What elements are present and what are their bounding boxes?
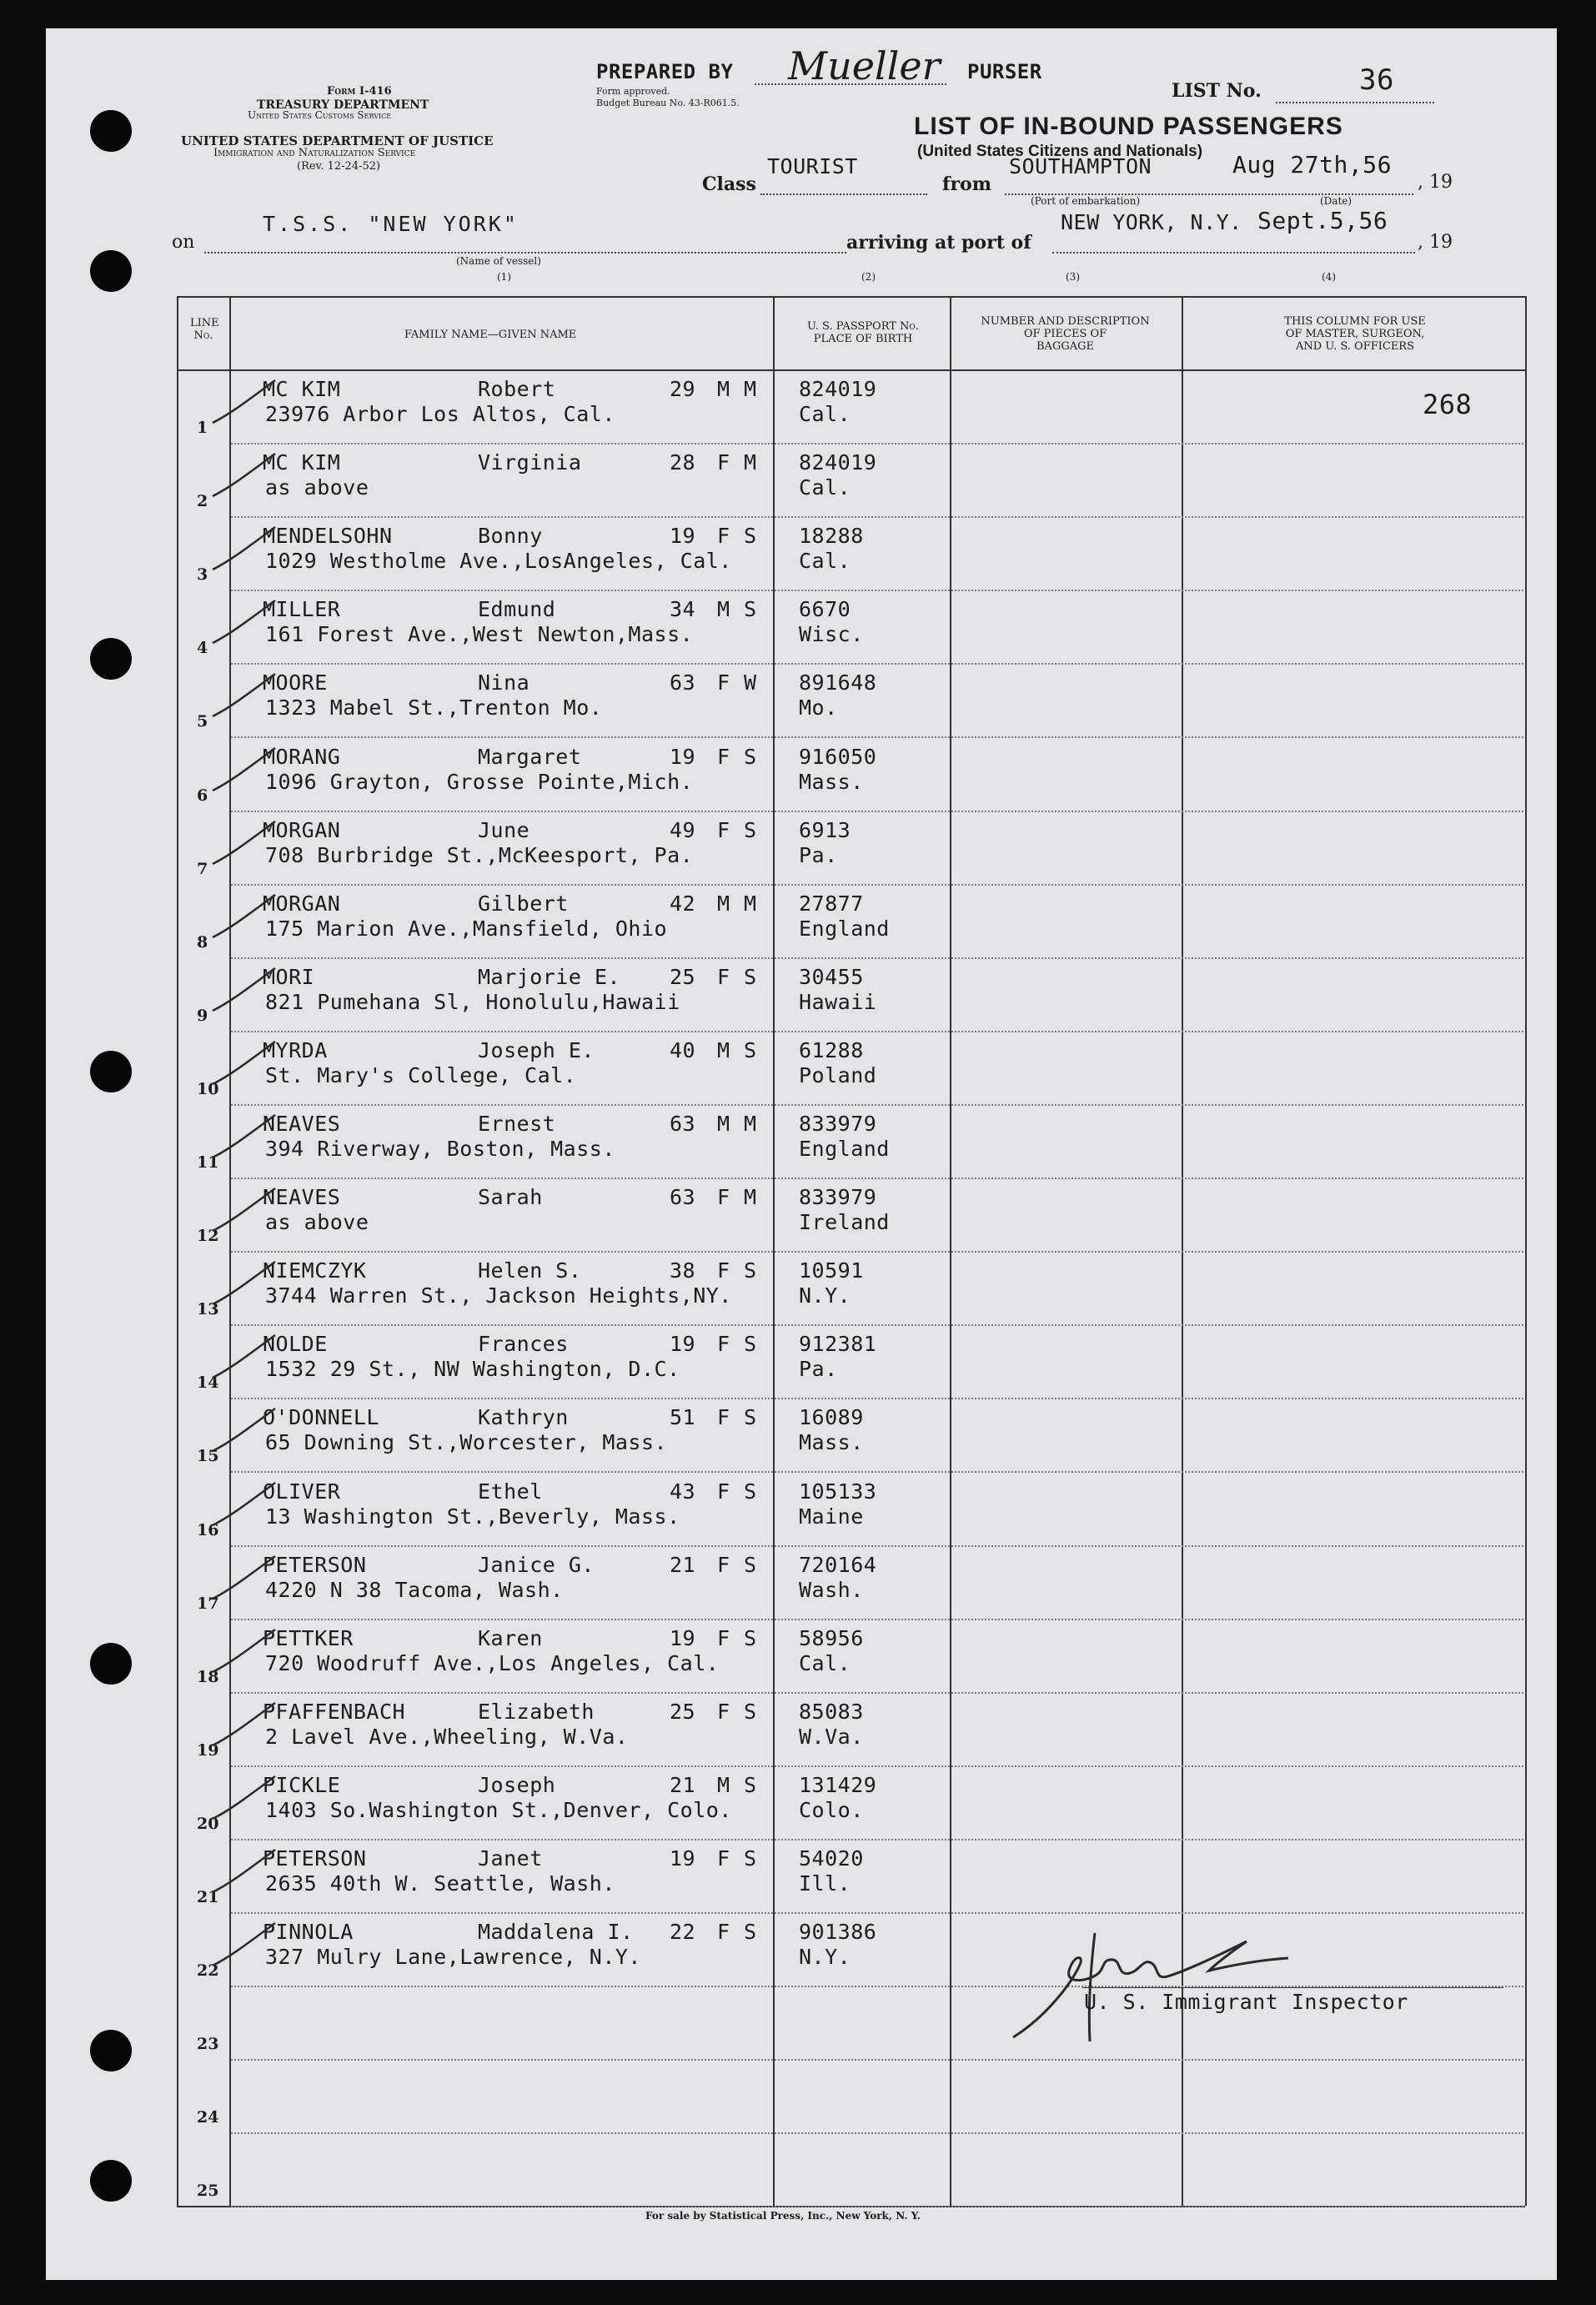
passport-number: 85083: [799, 1699, 864, 1724]
check-mark-icon: [208, 1773, 284, 1831]
passenger-row: [0, 1620, 1596, 1693]
arriving-label: arriving at port of: [846, 232, 1031, 254]
passport-number: 901386: [799, 1920, 877, 1945]
marital-status: S: [744, 1037, 757, 1062]
address: St. Mary's College, Cal.: [265, 1062, 577, 1087]
sex: F: [717, 817, 730, 842]
header-passport: U. S. PASSPORT No. PLACE OF BIRTH: [807, 320, 919, 345]
given-name: Ethel: [478, 1479, 543, 1504]
check-mark-icon: [208, 965, 284, 1023]
address: as above: [265, 1210, 369, 1235]
sex: F: [717, 1699, 730, 1724]
address: 2635 40th W. Seattle, Wash.: [265, 1871, 615, 1896]
address: 1096 Grayton, Grosse Pointe,Mich.: [265, 769, 694, 794]
customs-service: United States Customs Service: [248, 109, 392, 121]
treasury-department: TREASURY DEPARTMENT: [257, 98, 429, 112]
check-mark-icon: [208, 891, 284, 950]
sex: F: [717, 1185, 730, 1210]
check-mark-icon: [208, 670, 284, 729]
list-no-value: 36: [1359, 63, 1394, 97]
arrival-date: Sept.5,56: [1257, 207, 1388, 234]
check-mark-icon: [208, 1626, 284, 1685]
from-date: Aug 27th,56: [1232, 151, 1392, 178]
place-of-birth: Mass.: [799, 769, 864, 794]
place-of-birth: England: [799, 916, 890, 941]
passport-number: 61288: [799, 1037, 864, 1062]
sex: F: [717, 1479, 730, 1504]
marital-status: M: [744, 1112, 757, 1136]
passport-number: 16089: [799, 1405, 864, 1430]
family-name: PETERSON: [263, 1846, 367, 1871]
sex: F: [717, 1920, 730, 1945]
passport-number: 131429: [799, 1772, 877, 1797]
address: 175 Marion Ave.,Mansfield, Ohio: [265, 916, 668, 941]
passport-number: 833979: [799, 1112, 877, 1136]
marital-status: S: [744, 1332, 757, 1357]
passport-number: 916050: [799, 744, 877, 769]
address: 65 Downing St.,Worcester, Mass.: [265, 1430, 668, 1455]
marital-status: M: [744, 450, 757, 475]
given-name: Sarah: [478, 1185, 543, 1210]
marital-status: S: [744, 1699, 757, 1724]
sex: F: [717, 964, 730, 989]
marital-status: S: [744, 1772, 757, 1797]
line-number: 16: [197, 1520, 219, 1539]
passenger-row: [0, 517, 1596, 590]
check-mark-icon: [208, 1700, 284, 1758]
passenger-row: [0, 1032, 1596, 1105]
marital-status: S: [744, 744, 757, 769]
check-mark-icon: [208, 1258, 284, 1317]
passenger-row: [0, 1693, 1596, 1766]
line-number: 5: [197, 712, 208, 731]
given-name: Bonny: [478, 524, 543, 549]
family-name: NEAVES: [263, 1185, 341, 1210]
check-mark-icon: [208, 597, 284, 655]
passenger-row: [0, 885, 1596, 958]
passenger-row: [0, 590, 1596, 664]
sex: M: [717, 891, 730, 916]
passport-number: 58956: [799, 1625, 864, 1650]
line-number: 15: [197, 1447, 219, 1466]
age: 19: [670, 1625, 696, 1650]
sex: M: [717, 1772, 730, 1797]
given-name: Robert: [478, 377, 556, 401]
given-name: Helen S.: [478, 1258, 582, 1283]
passenger-row: [0, 664, 1596, 737]
family-name: MILLER: [263, 597, 341, 622]
check-mark-icon: [208, 1332, 284, 1390]
from-port: SOUTHAMPTON: [1009, 154, 1152, 178]
sex: M: [717, 1037, 730, 1062]
check-mark-icon: [208, 450, 284, 509]
age: 28: [670, 450, 696, 475]
place-of-birth: Cal.: [799, 475, 851, 500]
given-name: Gilbert: [478, 891, 569, 916]
passenger-row: [0, 2133, 1596, 2207]
sex: F: [717, 450, 730, 475]
family-name: NEAVES: [263, 1112, 341, 1136]
footer-publisher: For sale by Statistical Press, Inc., New York, N. Y.: [645, 2210, 921, 2222]
line-number: 6: [197, 786, 208, 805]
vessel-caption: (Name of vessel): [456, 255, 541, 267]
given-name: Joseph E.: [478, 1037, 595, 1062]
passport-number: 824019: [799, 450, 877, 475]
line-number: 4: [197, 639, 208, 658]
family-name: MORGAN: [263, 891, 341, 916]
passenger-row: [0, 1766, 1596, 1840]
age: 21: [670, 1772, 696, 1797]
check-mark-icon: [208, 377, 284, 435]
sex: M: [717, 597, 730, 622]
passport-number: 912381: [799, 1332, 877, 1357]
passenger-row: [0, 1105, 1596, 1178]
given-name: June: [478, 817, 530, 842]
line-number: 8: [197, 932, 208, 952]
address: 3744 Warren St., Jackson Heights,NY.: [265, 1283, 732, 1308]
check-mark-icon: [208, 1920, 284, 1978]
sex: F: [717, 744, 730, 769]
sex: F: [717, 1332, 730, 1357]
place-of-birth: Wash.: [799, 1577, 864, 1602]
year-label: , 19: [1418, 232, 1453, 253]
check-mark-icon: [208, 1479, 284, 1538]
check-mark-icon: [208, 818, 284, 876]
marital-status: S: [744, 1479, 757, 1504]
marital-status: M: [744, 1185, 757, 1210]
place-of-birth: Hawaii: [799, 989, 877, 1014]
place-of-birth: N.Y.: [799, 1283, 851, 1308]
sex: F: [717, 1846, 730, 1871]
age: 42: [670, 891, 696, 916]
sex: F: [717, 1405, 730, 1430]
purser-label: PURSER: [967, 60, 1042, 83]
marital-status: S: [744, 1625, 757, 1650]
age: 25: [670, 1699, 696, 1724]
passenger-row: [0, 1399, 1596, 1472]
address: 327 Mulry Lane,Lawrence, N.Y.: [265, 1945, 641, 1970]
line-number: 23: [197, 2035, 219, 2054]
line-number: 13: [197, 1300, 219, 1319]
passport-number: 30455: [799, 964, 864, 989]
age: 38: [670, 1258, 696, 1283]
age: 19: [670, 1332, 696, 1357]
arrival-line: [1052, 252, 1415, 254]
check-mark-icon: [208, 1846, 284, 1905]
budget-bureau-no: Budget Bureau No. 43-R061.5.: [596, 98, 740, 108]
table-top-border: [177, 296, 1525, 298]
address: 161 Forest Ave.,West Newton,Mass.: [265, 622, 694, 647]
signature-line: [1082, 1987, 1503, 1988]
age: 34: [670, 597, 696, 622]
class-value: TOURIST: [767, 154, 858, 178]
marital-status: S: [744, 964, 757, 989]
check-mark-icon: [208, 745, 284, 803]
port-embarkation-caption: (Port of embarkation): [1031, 195, 1141, 207]
sex: F: [717, 524, 730, 549]
age: 63: [670, 1185, 696, 1210]
address: 1029 Westholme Ave.,LosAngeles, Cal.: [265, 549, 732, 574]
passport-number: 27877: [799, 891, 864, 916]
marital-status: S: [744, 1920, 757, 1945]
place-of-birth: Mass.: [799, 1430, 864, 1455]
given-name: Virginia: [478, 450, 582, 475]
prepared-by-label: PREPARED BY: [596, 60, 734, 83]
place-of-birth: Ireland: [799, 1210, 890, 1235]
vessel-name: T.S.S. "NEW YORK": [263, 212, 519, 236]
age: 40: [670, 1037, 696, 1062]
form-title: LIST OF IN-BOUND PASSENGERS: [914, 113, 1343, 140]
age: 19: [670, 744, 696, 769]
column-number-2: (2): [861, 271, 876, 283]
passport-number: 10591: [799, 1258, 864, 1283]
family-name: MORGAN: [263, 817, 341, 842]
age: 19: [670, 524, 696, 549]
passport-number: 824019: [799, 377, 877, 401]
given-name: Marjorie E.: [478, 964, 621, 989]
marital-status: S: [744, 1552, 757, 1577]
sex: F: [717, 1552, 730, 1577]
address: 1323 Mabel St.,Trenton Mo.: [265, 696, 603, 721]
given-name: Frances: [478, 1332, 569, 1357]
given-name: Janet: [478, 1846, 543, 1871]
passport-number: 6913: [799, 817, 851, 842]
line-number: 3: [197, 565, 208, 585]
family-name: MC KIM: [263, 377, 341, 401]
column-number-3: (3): [1066, 271, 1080, 283]
given-name: Maddalena I.: [478, 1920, 634, 1945]
header-baggage: NUMBER AND DESCRIPTION OF PIECES OF BAGGAGE: [981, 315, 1150, 353]
from-label: from: [942, 173, 992, 195]
place-of-birth: Poland: [799, 1062, 877, 1087]
sex: M: [717, 377, 730, 401]
place-of-birth: Maine: [799, 1504, 864, 1529]
passport-number: 6670: [799, 597, 851, 622]
passenger-row: [0, 1178, 1596, 1252]
immigration-service: Immigration and Naturalization Service: [213, 147, 416, 159]
column-number-1: (1): [497, 271, 511, 283]
family-name: NIEMCZYK: [263, 1258, 367, 1283]
header-officers: THIS COLUMN FOR USE OF MASTER, SURGEON, AND U. S. OFFICERS: [1284, 315, 1426, 353]
line-number: 21: [197, 1888, 219, 1906]
given-name: Nina: [478, 670, 530, 696]
place-of-birth: Pa.: [799, 842, 838, 867]
place-of-birth: Mo.: [799, 696, 838, 721]
marital-status: S: [744, 817, 757, 842]
date-caption: (Date): [1320, 195, 1353, 207]
passport-number: 891648: [799, 670, 877, 696]
check-mark-icon: [208, 1405, 284, 1464]
line-number: 12: [197, 1227, 219, 1246]
line-number: 18: [197, 1667, 219, 1686]
address: 708 Burbridge St.,McKeesport, Pa.: [265, 842, 694, 867]
passport-number: 105133: [799, 1479, 877, 1504]
passenger-row: [0, 811, 1596, 885]
age: 29: [670, 377, 696, 401]
passenger-row: [0, 370, 1596, 444]
inspector-label: U. S. Immigrant Inspector: [1084, 1990, 1408, 2014]
sex: M: [717, 1112, 730, 1136]
place-of-birth: Wisc.: [799, 622, 864, 647]
form-number: Form I-416: [327, 85, 392, 98]
passenger-row: [0, 1473, 1596, 1546]
header-name: FAMILY NAME—GIVEN NAME: [404, 329, 577, 341]
place-of-birth: Ill.: [799, 1871, 851, 1896]
column-number-4: (4): [1322, 271, 1336, 283]
passenger-row: [0, 1546, 1596, 1620]
class-line: [760, 193, 927, 195]
given-name: Kathryn: [478, 1405, 569, 1430]
form-subtitle: (United States Citizens and Nationals): [917, 143, 1203, 160]
revision-date: (Rev. 12-24-52): [297, 160, 381, 173]
passenger-row: [0, 444, 1596, 517]
marital-status: S: [744, 597, 757, 622]
given-name: Joseph: [478, 1772, 556, 1797]
family-name: O'DONNELL: [263, 1405, 379, 1430]
arrival-port: NEW YORK, N.Y.: [1061, 210, 1242, 234]
place-of-birth: W.Va.: [799, 1724, 864, 1749]
sex: F: [717, 1258, 730, 1283]
place-of-birth: Cal.: [799, 402, 851, 426]
line-number: 20: [197, 1814, 219, 1833]
header-line-no: LINE No.: [190, 317, 219, 342]
vessel-line: [204, 252, 846, 254]
marital-status: S: [744, 1846, 757, 1871]
binder-hole: [90, 110, 132, 152]
form-approved: Form approved.: [596, 86, 670, 97]
age: 22: [670, 1920, 696, 1945]
sex: F: [717, 670, 730, 696]
marital-status: M: [744, 377, 757, 401]
class-label: Class: [702, 173, 756, 195]
line-number: 9: [197, 1006, 208, 1025]
age: 43: [670, 1479, 696, 1504]
family-name: MORANG: [263, 744, 341, 769]
family-name: PETERSON: [263, 1552, 367, 1577]
line-number: 2: [197, 492, 208, 511]
sex: F: [717, 1625, 730, 1650]
marital-status: W: [744, 670, 757, 696]
check-mark-icon: [208, 524, 284, 582]
officer-note: 268: [1423, 389, 1473, 420]
family-name: OLIVER: [263, 1479, 341, 1504]
address: as above: [265, 475, 369, 500]
given-name: Janice G.: [478, 1552, 595, 1577]
passport-number: 18288: [799, 524, 864, 549]
passenger-row: [0, 2060, 1596, 2133]
line-number: 24: [197, 2108, 219, 2127]
family-name: MENDELSOHN: [263, 524, 393, 549]
marital-status: S: [744, 524, 757, 549]
given-name: Ernest: [478, 1112, 556, 1136]
line-number: 17: [197, 1594, 219, 1613]
age: 51: [670, 1405, 696, 1430]
check-mark-icon: [208, 1038, 284, 1097]
address: 720 Woodruff Ave.,Los Angeles, Cal.: [265, 1650, 720, 1675]
age: 63: [670, 670, 696, 696]
family-name: PICKLE: [263, 1772, 341, 1797]
address: 821 Pumehana Sl, Honolulu,Hawaii: [265, 989, 680, 1014]
marital-status: S: [744, 1405, 757, 1430]
passenger-row: [0, 1840, 1596, 1913]
place-of-birth: Pa.: [799, 1357, 838, 1382]
passport-number: 833979: [799, 1185, 877, 1210]
passenger-row: [0, 1913, 1596, 1986]
passport-number: 54020: [799, 1846, 864, 1871]
list-no-line: [1276, 102, 1434, 103]
address: 4220 N 38 Tacoma, Wash.: [265, 1577, 564, 1602]
place-of-birth: England: [799, 1137, 890, 1161]
place-of-birth: Cal.: [799, 549, 851, 574]
given-name: Karen: [478, 1625, 543, 1650]
passenger-row: [0, 958, 1596, 1032]
passport-number: 720164: [799, 1552, 877, 1577]
justice-department: UNITED STATES DEPARTMENT OF JUSTICE: [181, 133, 494, 148]
age: 19: [670, 1846, 696, 1871]
line-number: 11: [197, 1153, 219, 1172]
list-no-label: LIST No.: [1172, 80, 1262, 102]
family-name: NOLDE: [263, 1332, 328, 1357]
line-number: 25: [197, 2182, 219, 2201]
age: 25: [670, 964, 696, 989]
line-number: 22: [197, 1961, 219, 1981]
passenger-row: [0, 738, 1596, 811]
marital-status: S: [744, 1258, 757, 1283]
place-of-birth: Colo.: [799, 1797, 864, 1822]
family-name: PETTKER: [263, 1625, 354, 1650]
family-name: MOORE: [263, 670, 328, 696]
check-mark-icon: [208, 1185, 284, 1243]
on-label: on: [172, 232, 195, 253]
place-of-birth: Cal.: [799, 1650, 851, 1675]
family-name: MORI: [263, 964, 315, 989]
year-label: , 19: [1418, 172, 1453, 193]
given-name: Elizabeth: [478, 1699, 595, 1724]
passenger-row: [0, 1252, 1596, 1325]
address: 1532 29 St., NW Washington, D.C.: [265, 1357, 680, 1382]
family-name: MYRDA: [263, 1037, 328, 1062]
address: 13 Washington St.,Beverly, Mass.: [265, 1504, 680, 1529]
row-divider: [231, 2206, 1523, 2207]
age: 63: [670, 1112, 696, 1136]
given-name: Edmund: [478, 597, 556, 622]
age: 21: [670, 1552, 696, 1577]
binder-hole: [90, 250, 132, 292]
address: 394 Riverway, Boston, Mass.: [265, 1137, 615, 1161]
family-name: PFAFFENBACH: [263, 1699, 406, 1724]
address: 1403 So.Washington St.,Denver, Colo.: [265, 1797, 732, 1822]
line-number: 1: [197, 419, 208, 437]
family-name: MC KIM: [263, 450, 341, 475]
passenger-row: [0, 1325, 1596, 1399]
address: 23976 Arbor Los Altos, Cal.: [265, 402, 615, 426]
check-mark-icon: [208, 1112, 284, 1170]
line-number: 14: [197, 1373, 219, 1393]
purser-signature: Mueller: [788, 43, 941, 88]
age: 49: [670, 817, 696, 842]
address: 2 Lavel Ave.,Wheeling, W.Va.: [265, 1724, 629, 1749]
marital-status: M: [744, 891, 757, 916]
line-number: 19: [197, 1740, 219, 1760]
place-of-birth: N.Y.: [799, 1945, 851, 1970]
line-number: 7: [197, 859, 208, 878]
line-number: 10: [197, 1079, 219, 1098]
check-mark-icon: [208, 1553, 284, 1611]
family-name: PINNOLA: [263, 1920, 354, 1945]
given-name: Margaret: [478, 744, 582, 769]
